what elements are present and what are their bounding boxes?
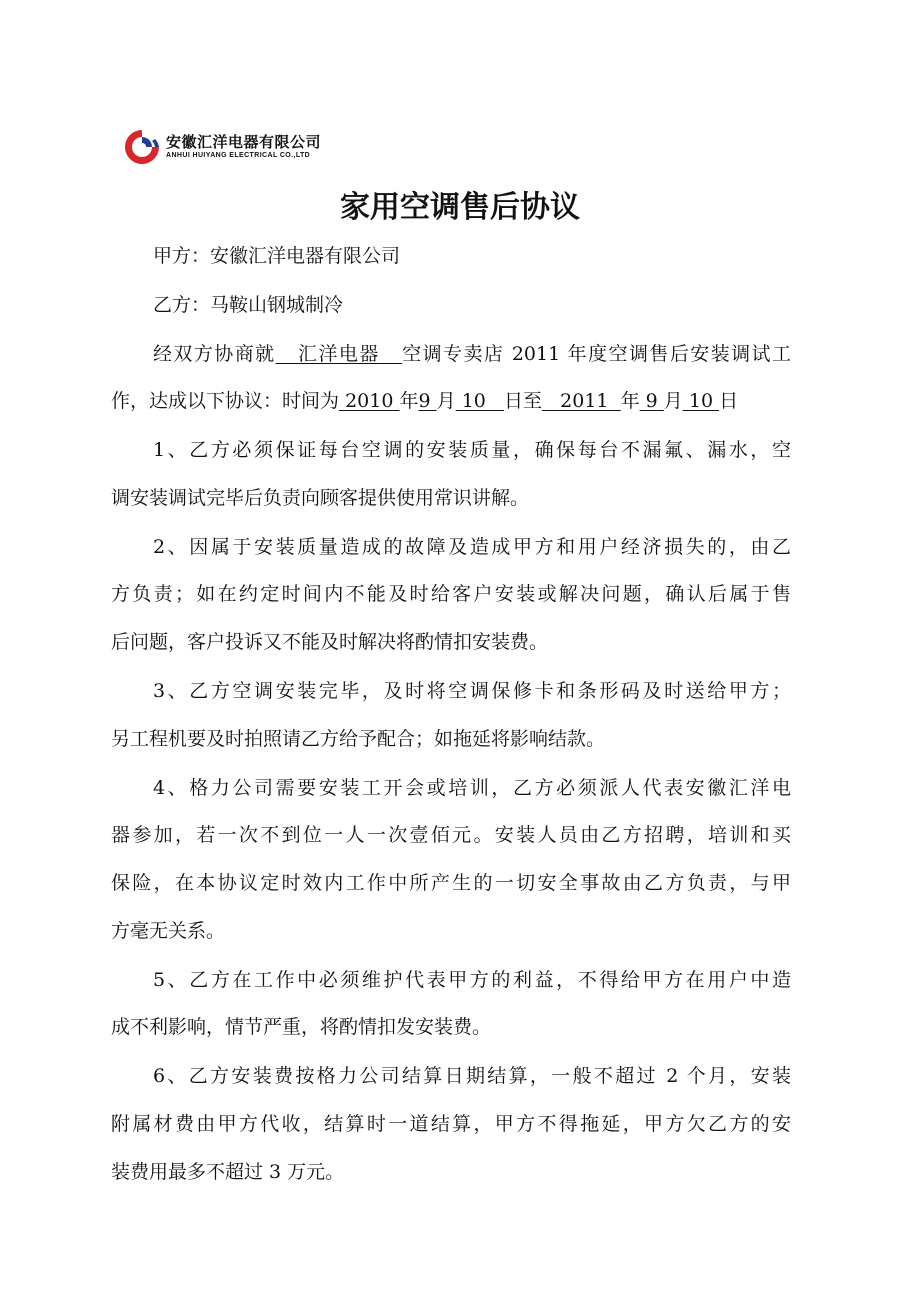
clause-4-line-1: 4、格力公司需要安装工开会或培训，乙方必须派人代表安徽汇洋电: [153, 777, 791, 799]
clause-1-line-2: 调安装调试完毕后负责向顾客提供使用常识讲解。: [111, 487, 530, 509]
start-month: 9: [418, 390, 431, 412]
logo-company-en: ANHUI HUIYANG ELECTRICAL CO.,LTD: [166, 152, 311, 159]
clause-6-line-2: 附属材费由甲方代收，结算时一道结算，甲方不得拖延，甲方欠乙方的安: [111, 1113, 791, 1135]
clause-3-line-1: 3、乙方空调安装完毕，及时将空调保修卡和条形码及时送给甲方；: [153, 680, 791, 702]
clause-4-line-4: 方毫无关系。: [111, 920, 226, 942]
clause-6-line-3: 装费用最多不超过 3 万元。: [111, 1161, 345, 1183]
start-year: 2010: [345, 390, 394, 412]
clause-5-line-2: 成不利影响，情节严重，将酌情扣发安装费。: [111, 1016, 492, 1038]
company-logo: [122, 124, 321, 170]
clause-3-line-2: 另工程机要及时拍照请乙方给予配合；如拖延将影响结款。: [111, 728, 606, 750]
clause-4-line-3: 保险，在本协议定时效内工作中所产生的一切安全事故由乙方负责，与甲: [111, 872, 791, 894]
clause-2-line-3: 后问题，客户投诉又不能及时解决将酌情扣安装费。: [111, 631, 549, 653]
intro-line-1: 经双方协商就 汇洋电器 空调专卖店 2011 年度空调售后安装调试工: [153, 343, 791, 365]
end-month: 9: [645, 390, 658, 412]
logo-company-cn: 安徽汇洋电器有限公司: [166, 133, 322, 151]
intro-line-2: 作，达成以下协议：时间为 2010 年9 月 10 日至 2011 年 9 月 10 日: [111, 390, 739, 412]
start-day: 10: [461, 390, 486, 412]
end-year: 2011: [560, 390, 609, 412]
brand-name: 汇洋电器: [298, 343, 380, 365]
party-a: 甲方：安徽汇洋电器有限公司: [153, 245, 401, 267]
clause-5-line-1: 5、乙方在工作中必须维护代表甲方的利益，不得给甲方在用户中造: [153, 969, 791, 991]
clause-1-line-1: 1、乙方必须保证每台空调的安装质量，确保每台不漏氟、漏水，空: [153, 439, 791, 461]
clause-4-line-2: 器参加，若一次不到位一人一次壹佰元。安装人员由乙方招聘，培训和买: [111, 824, 791, 846]
end-day: 10: [688, 390, 714, 412]
party-b: 乙方：马鞍山钢城制冷: [153, 294, 344, 316]
clause-2-line-2: 方负责；如在约定时间内不能及时给客户安装或解决问题，确认后属于售: [111, 583, 791, 605]
page-title: 家用空调售后协议: [340, 190, 580, 225]
logo-swirl-icon: [122, 127, 162, 167]
clause-6-line-1: 6、乙方安装费按格力公司结算日期结算，一般不超过 2 个月，安装: [153, 1065, 791, 1087]
clause-2-line-1: 2、因属于安装质量造成的故障及造成甲方和用户经济损失的，由乙: [153, 536, 791, 558]
